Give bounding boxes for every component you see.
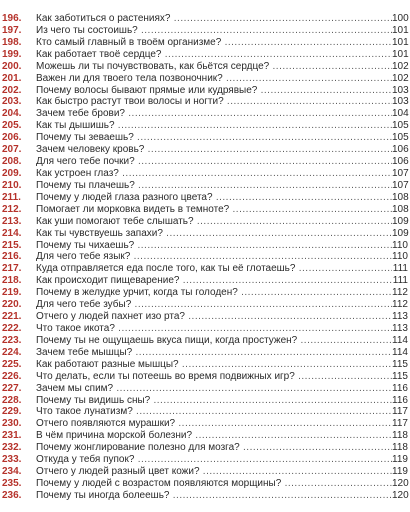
- toc-entry-page-number: 105: [392, 132, 409, 144]
- toc-entry-number: 211.: [2, 191, 21, 203]
- toc-entry: [0, 347, 410, 359]
- toc-entry-title: Как работают разные мышцы? .....: [36, 359, 392, 371]
- toc-entry-title: В чём причина морской болезни? .....: [36, 430, 392, 442]
- toc-entry-title: Помогает ли морковка видеть в темноте? .....: [36, 204, 392, 216]
- toc-entry: [0, 406, 410, 418]
- toc-entry-number: 224.: [2, 346, 22, 358]
- toc-entry-number: 205.: [2, 120, 22, 132]
- toc-entry-page-number: 114: [392, 346, 408, 358]
- toc-entry: [0, 180, 410, 192]
- toc-entry-number: 201.: [2, 72, 22, 84]
- toc-entry-page-number: 100: [392, 13, 409, 24]
- toc-entry: [0, 418, 410, 430]
- toc-entry-title: Почему ты плачешь? .....: [36, 180, 392, 192]
- toc-entry-title: Зачем мы спим? .....: [36, 383, 392, 395]
- toc-entry: [0, 13, 410, 25]
- toc-entry-page-number: 107: [392, 179, 409, 191]
- toc-entry-title: Что такое лунатизм? .....: [36, 406, 392, 418]
- toc-entry-number: 197.: [2, 24, 22, 36]
- toc-entry-page-number: 114: [392, 334, 408, 346]
- toc-entry-page-number: 117: [392, 418, 408, 430]
- toc-entry-page-number: 109: [392, 215, 409, 227]
- toc-entry-title: Почему ты видишь сны? .....: [36, 395, 392, 407]
- toc-entry: [0, 49, 410, 61]
- toc-entry-page-number: 119: [392, 466, 408, 478]
- toc-entry-number: 222.: [2, 322, 22, 334]
- toc-entry-title: Почему ты зеваешь? .....: [36, 132, 392, 144]
- toc-entry: [0, 383, 410, 395]
- toc-entry-number: 227.: [2, 382, 22, 394]
- toc-entry-page-number: 110: [392, 251, 408, 263]
- toc-entry-number: 231.: [2, 430, 22, 442]
- toc-entry-number: 210.: [2, 179, 22, 191]
- toc-entry-title: Важен ли для твоего тела позвоночник? .....: [36, 73, 392, 85]
- toc-entry: [0, 108, 410, 120]
- toc-entry: [0, 73, 410, 85]
- toc-entry: [0, 96, 410, 108]
- toc-entry-page-number: 113: [392, 322, 408, 334]
- toc-entry-page-number: 112: [392, 299, 408, 311]
- toc-entry: [0, 490, 410, 502]
- toc-entry: [0, 287, 410, 299]
- toc-entry: [0, 37, 410, 49]
- toc-entry: [0, 240, 410, 252]
- toc-entry: [0, 204, 410, 216]
- toc-entry-page-number: 111: [392, 275, 408, 287]
- toc-entry-title: Почему в желудке урчит, когда ты голоден? .....: [36, 287, 392, 299]
- toc-entry-number: 230.: [2, 418, 22, 430]
- toc-entry-number: 207.: [2, 144, 22, 156]
- toc-entry-number: 204.: [2, 108, 22, 120]
- toc-entry: [0, 61, 410, 73]
- toc-entry-number: 203.: [2, 96, 22, 108]
- toc-entry-page-number: 108: [392, 191, 409, 203]
- toc-entry-number: 212.: [2, 203, 22, 215]
- toc-entry-title: Почему ты чихаешь? .....: [36, 240, 392, 252]
- toc-entry-page-number: 106: [392, 144, 409, 156]
- toc-entry: [0, 299, 410, 311]
- toc-entry-page-number: 104: [392, 108, 409, 120]
- toc-entry-number: 217.: [2, 263, 22, 275]
- toc-entry-page-number: 102: [392, 60, 409, 72]
- toc-entry-title: Что такое икота? .....: [36, 323, 392, 335]
- toc-entry-page-number: 108: [392, 203, 409, 215]
- toc-entry-title: Почему ты иногда болеешь? .....: [36, 490, 392, 502]
- toc-entry-page-number: 120: [392, 489, 409, 501]
- toc-entry-number: 226.: [2, 370, 22, 382]
- toc-entry-page-number: 101: [392, 48, 409, 60]
- toc-entry: [0, 120, 410, 132]
- toc-list: [0, 13, 410, 502]
- toc-entry-title: Как происходит пищеварение? .....: [36, 275, 392, 287]
- toc-entry-page-number: 102: [392, 72, 409, 84]
- toc-entry-number: 208.: [2, 156, 22, 168]
- toc-entry-page-number: 112: [392, 287, 408, 299]
- toc-entry-title: Как ты дышишь? .....: [36, 120, 392, 132]
- toc-entry-number: 218.: [2, 275, 22, 287]
- toc-entry-title: Зачем человеку кровь? .....: [36, 144, 392, 156]
- toc-entry-title: Как ты чувствуешь запахи? .....: [36, 228, 392, 240]
- toc-entry-title: Как заботиться о растениях? .....: [36, 13, 392, 25]
- toc-entry-page-number: 111: [392, 263, 408, 275]
- toc-entry-title: Кто самый главный в твоём организме? .....: [36, 37, 392, 49]
- toc-entry-number: 198.: [2, 36, 22, 48]
- toc-entry-number: 225.: [2, 358, 22, 370]
- toc-entry-title: Как устроен глаз? .....: [36, 168, 392, 180]
- toc-entry: [0, 144, 410, 156]
- toc-entry-number: 209.: [2, 167, 22, 179]
- toc-entry: [0, 454, 410, 466]
- toc-entry: [0, 132, 410, 144]
- toc-entry-title: Как работает твоё сердце? .....: [36, 49, 392, 61]
- toc-entry-page-number: 115: [392, 358, 408, 370]
- toc-entry: [0, 335, 410, 347]
- toc-entry: [0, 275, 410, 287]
- toc-entry: [0, 251, 410, 263]
- toc-entry-title: Для чего тебе язык? .....: [36, 251, 392, 263]
- toc-entry-page-number: 118: [392, 430, 408, 442]
- toc-entry-number: 199.: [2, 48, 22, 60]
- toc-entry: [0, 430, 410, 442]
- toc-entry-page-number: 103: [392, 84, 409, 96]
- toc-entry-number: 221.: [2, 311, 22, 323]
- toc-entry: [0, 359, 410, 371]
- toc-entry-number: 232.: [2, 442, 22, 454]
- toc-entry-title: Из чего ты состоишь? .....: [36, 25, 392, 37]
- toc-entry-title: Можешь ли ты почувствовать, как бьётся сердце? .....: [36, 61, 392, 73]
- toc-entry-page-number: 101: [392, 24, 409, 36]
- toc-entry: [0, 156, 410, 168]
- toc-entry: [0, 25, 410, 37]
- toc-entry-page-number: 120: [392, 477, 409, 489]
- toc-entry-number: 216.: [2, 251, 22, 263]
- toc-entry-number: 213.: [2, 215, 22, 227]
- toc-entry-title: Зачем тебе брови? .....: [36, 108, 392, 120]
- toc-entry-page-number: 106: [392, 156, 409, 168]
- toc-entry: [0, 478, 410, 490]
- toc-entry-number: 200.: [2, 60, 22, 72]
- toc-entry-number: 233.: [2, 454, 22, 466]
- toc-entry-page-number: 105: [392, 120, 409, 132]
- toc-entry-number: 215.: [2, 239, 22, 251]
- toc-entry: [0, 371, 410, 383]
- toc-entry: [0, 216, 410, 228]
- toc-entry-number: 234.: [2, 466, 22, 478]
- toc-entry: [0, 395, 410, 407]
- toc-entry-number: 206.: [2, 132, 22, 144]
- toc-entry: [0, 168, 410, 180]
- toc-entry-page-number: 116: [392, 394, 408, 406]
- toc-entry: [0, 466, 410, 478]
- toc-entry-page-number: 119: [392, 454, 408, 466]
- toc-entry-number: 219.: [2, 287, 22, 299]
- toc-entry-title: Для чего тебе почки? .....: [36, 156, 392, 168]
- toc-entry-page-number: 113: [392, 311, 408, 323]
- toc-entry: [0, 263, 410, 275]
- toc-entry-page-number: 103: [392, 96, 409, 108]
- toc-entry: [0, 85, 410, 97]
- toc-entry-page-number: 107: [392, 167, 409, 179]
- toc-entry: [0, 192, 410, 204]
- toc-entry-number: 220.: [2, 299, 22, 311]
- toc-entry-page-number: 109: [392, 227, 409, 239]
- toc-entry-title: Почему волосы бывают прямые или кудрявые? .....: [36, 85, 392, 97]
- toc-entry: [0, 311, 410, 323]
- toc-entry: [0, 442, 410, 454]
- toc-entry-title: Отчего у людей разный цвет кожи? .....: [36, 466, 392, 478]
- toc-entry-number: 229.: [2, 406, 22, 418]
- toc-entry-number: 236.: [2, 489, 22, 501]
- toc-entry: [0, 323, 410, 335]
- toc-entry-title: Отчего у людей пахнет изо рта? .....: [36, 311, 392, 323]
- toc-entry-number: 228.: [2, 394, 22, 406]
- toc-entry-page-number: 116: [392, 382, 408, 394]
- toc-entry-title: Зачем тебе мышцы? .....: [36, 347, 392, 359]
- toc-entry-title: Откуда у тебя пупок? .....: [36, 454, 392, 466]
- toc-entry-page-number: 101: [392, 36, 409, 48]
- toc-entry: [0, 228, 410, 240]
- toc-entry-page-number: 110: [392, 239, 408, 251]
- toc-entry-title: Почему у людей с возрастом появляются морщины? .....: [36, 478, 392, 490]
- toc-entry-title: Почему жонглирование полезно для мозга? .....: [36, 442, 392, 454]
- toc-entry-number: 196.: [2, 13, 22, 24]
- toc-entry-number: 223.: [2, 334, 22, 346]
- toc-entry-title: Как уши помогают тебе слышать? .....: [36, 216, 392, 228]
- toc-entry-page-number: 118: [392, 442, 408, 454]
- toc-entry-number: 235.: [2, 477, 22, 489]
- toc-entry-title: Почему ты не ощущаешь вкуса пищи, когда простужен? .....: [36, 335, 392, 347]
- toc-entry-title: Для чего тебе зубы? .....: [36, 299, 392, 311]
- toc-entry-title: Отчего появляются мурашки? .....: [36, 418, 392, 430]
- toc-entry-number: 214.: [2, 227, 22, 239]
- toc-entry-title: Куда отправляется еда после того, как ты её глотаешь? .....: [36, 263, 392, 275]
- toc-entry-number: 202.: [2, 84, 22, 96]
- toc-entry-title: Что делать, если ты потеешь во время подвижных игр? .....: [36, 371, 392, 383]
- toc-entry-page-number: 115: [392, 370, 408, 382]
- toc-entry-title: Как быстро растут твои волосы и ногти? .....: [36, 96, 392, 108]
- toc-entry-page-number: 117: [392, 406, 408, 418]
- toc-entry-title: Почему у людей глаза разного цвета? .....: [36, 192, 392, 204]
